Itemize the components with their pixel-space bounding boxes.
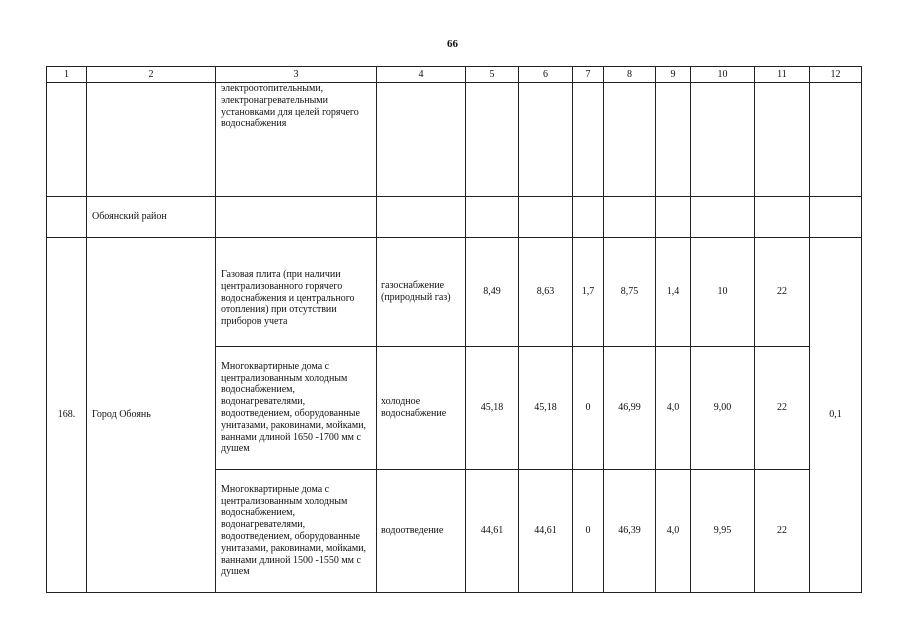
value-col6: 8,63 — [519, 238, 573, 347]
value-col6: 45,18 — [519, 347, 573, 470]
value-col9: 1,4 — [656, 238, 691, 347]
value-col11: 22 — [755, 470, 810, 593]
table-cell — [656, 197, 691, 238]
value-col10: 10 — [691, 238, 755, 347]
entry-number: 168. — [47, 238, 87, 593]
table-cell — [573, 197, 604, 238]
column-number: 12 — [810, 67, 862, 83]
value-col8: 46,39 — [604, 470, 656, 593]
column-number: 3 — [216, 67, 377, 83]
table-cell — [691, 83, 755, 197]
column-number: 9 — [656, 67, 691, 83]
table-cell — [377, 197, 466, 238]
table-cell — [466, 83, 519, 197]
table-cell — [573, 83, 604, 197]
value-col10: 9,00 — [691, 347, 755, 470]
value-col9: 4,0 — [656, 470, 691, 593]
column-number: 2 — [87, 67, 216, 83]
value-col5: 44,61 — [466, 470, 519, 593]
column-number: 11 — [755, 67, 810, 83]
service-type: газоснабжение (природный газ) — [377, 238, 466, 347]
row-description: Газовая плита (при наличии централизованного горячего водоснабжения и центрального отопления) при отсутствии приборов учета — [216, 238, 377, 347]
table-cell — [604, 83, 656, 197]
page-number: 66 — [447, 38, 458, 50]
table-cell — [466, 197, 519, 238]
value-col10: 9,95 — [691, 470, 755, 593]
value-col6: 44,61 — [519, 470, 573, 593]
service-type: водоотведение — [377, 470, 466, 593]
table-cell — [519, 83, 573, 197]
table-cell — [519, 197, 573, 238]
table-cell — [755, 83, 810, 197]
table-cell — [691, 197, 755, 238]
table-cell — [87, 83, 216, 197]
table-cell — [604, 197, 656, 238]
row-description: Многоквартирные дома с централизованным холодным водоснабжением, водонагревателями, водоотведением, оборудованные унитазами, раковинами, мойками, ваннами длиной 1500 -1550 мм с душем — [216, 470, 377, 593]
continued-description: электроотопительными, электронагревательными установками для целей горячего водоснабжения — [216, 83, 377, 197]
table-cell — [810, 197, 862, 238]
table-cell — [216, 197, 377, 238]
value-col8: 46,99 — [604, 347, 656, 470]
value-col7: 0 — [573, 347, 604, 470]
value-col7: 0 — [573, 470, 604, 593]
district-row — [47, 197, 862, 238]
table-cell — [377, 83, 466, 197]
row-description: Многоквартирные дома с централизованным холодным водоснабжением, водонагревателями, водоотведением, оборудованные унитазами, раковинами, мойками, ваннами длиной 1650 -1700 мм с душем — [216, 347, 377, 470]
table-cell — [656, 83, 691, 197]
column-number: 10 — [691, 67, 755, 83]
value-col9: 4,0 — [656, 347, 691, 470]
value-col12: 0,1 — [810, 238, 862, 593]
value-col11: 22 — [755, 347, 810, 470]
value-col5: 8,49 — [466, 238, 519, 347]
column-number: 6 — [519, 67, 573, 83]
settlement-name: Город Обоянь — [87, 238, 216, 593]
column-number: 8 — [604, 67, 656, 83]
value-col8: 8,75 — [604, 238, 656, 347]
value-col7: 1,7 — [573, 238, 604, 347]
continuation-row — [47, 83, 862, 197]
column-number: 5 — [466, 67, 519, 83]
district-label: Обоянский район — [87, 197, 216, 238]
value-col11: 22 — [755, 238, 810, 347]
service-type: холодное водоснабжение — [377, 347, 466, 470]
value-col5: 45,18 — [466, 347, 519, 470]
column-number: 4 — [377, 67, 466, 83]
tariff-table — [46, 66, 862, 593]
column-number: 1 — [47, 67, 87, 83]
table-cell — [755, 197, 810, 238]
table-row — [47, 238, 862, 347]
table-cell — [810, 83, 862, 197]
column-number: 7 — [573, 67, 604, 83]
table-cell — [47, 83, 87, 197]
table-cell — [47, 197, 87, 238]
column-number-header-row — [47, 67, 862, 83]
